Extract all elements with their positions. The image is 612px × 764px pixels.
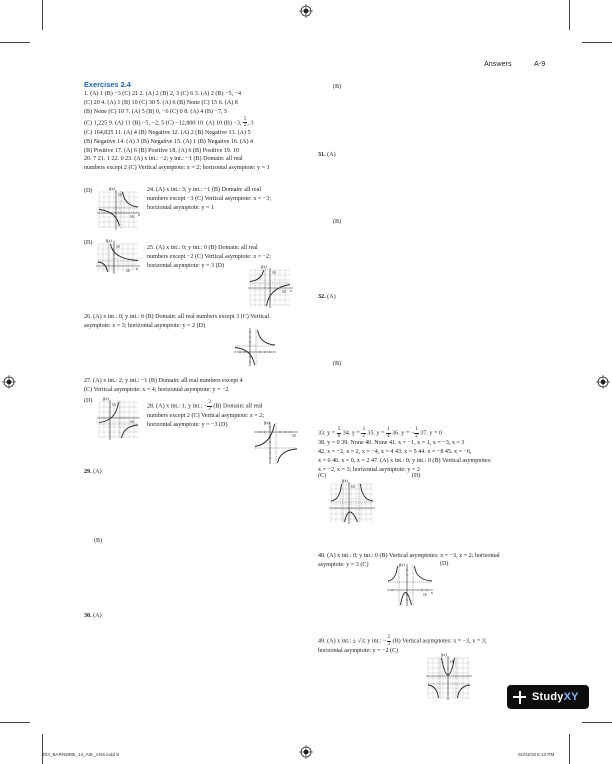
answer-line: (B) Negative 14. (A) 3 (B) Negative 15. (A) 1 (B) Negative 16. (A) 4	[84, 138, 254, 145]
label-24-d: (D)	[84, 240, 93, 246]
graph-x-label: x	[136, 266, 138, 271]
answer-line: horizontal asymptote: y = 3 (D)	[147, 262, 225, 269]
graph-fx-label: f(x)	[342, 478, 348, 483]
registration-mark-top	[299, 4, 313, 18]
answer-line: 38. y = 0 39. None 40. None 41. x = −1, x = 1, x = −3, x = 3	[318, 440, 465, 446]
answer-line: asymptote: x = 3; horizontal asymptote: y = 2 (D)	[84, 322, 206, 329]
label-47-c: (C)	[318, 473, 327, 479]
answer-line: numbers except 2 (C) Vertical asymptote: x = 2;	[147, 413, 265, 419]
answer-line: 28. (A) x int.: 1; y int.: − $\frac{3}{2}$ (B) Domain: all real	[147, 400, 263, 412]
graph-fx-label: f(x)	[441, 652, 447, 657]
graph-49-c	[424, 652, 474, 702]
plus-icon	[513, 691, 526, 704]
graph-x-label: x	[431, 590, 433, 595]
crop-mark	[42, 0, 43, 30]
label-48-d: (D)	[440, 561, 449, 567]
label-30: 30. (A)	[84, 613, 102, 619]
answer-line: 1. (A) 1 (B) −3 (C) 21 2. (A) 2 (B) 2, 3 (C) 6 3. (A) 2 (B) −5, −4	[84, 91, 242, 97]
answer-line: 42. x = −2, x = 2, x = −4, x = 4 43. x = 5 44. x = −8 45. x = −6,	[318, 448, 472, 455]
answer-line: (B) Positive 17. (A) 6 (B) Positive 18. (A) 6 (B) Positive 19. 10	[84, 147, 240, 154]
graph-tick-label: 10	[112, 403, 116, 407]
answer-line: numbers except −3 (C) Vertical asymptote: x = −3;	[147, 195, 271, 202]
graph-48-c	[385, 562, 435, 608]
graph-tick-label: 10	[450, 660, 454, 664]
graph-x-label: x	[138, 212, 140, 217]
answer-27	[84, 377, 243, 395]
registration-mark-right	[596, 375, 610, 389]
graph-tick-label: 10	[126, 269, 130, 273]
graph-fx-label: f(x)	[106, 238, 112, 243]
graph-26-d	[232, 326, 278, 368]
graph-tick-label: 10	[130, 215, 134, 219]
answer-28	[147, 400, 264, 430]
fraction: $\frac{5}{6}$	[337, 427, 341, 439]
answer-line: (C) 20 4. (A) 1 (B) 10 (C) 30 5. (A) 6 (B) None (C) 15 6. (A) 8	[84, 99, 238, 106]
answer-line: asymptote: y = 3 (C)	[318, 561, 369, 568]
answer-line: horizontal asymptote: y = −2 (C)	[318, 648, 399, 654]
fraction: $\frac{5}{2}$	[243, 116, 247, 129]
graph-fx-label: f(x)	[109, 186, 115, 191]
label-29-b: (B)	[94, 538, 103, 544]
answer-line: (C) 1,225 9. (A) 11 (B) −5, −2, 5 (C) −12,800 10. (A) 10 (B) −3, $\frac{5}{2}$ , 3	[84, 116, 254, 129]
graph-23-d	[96, 186, 142, 232]
crop-mark	[569, 0, 570, 30]
answer-line: 20. 7 21. 1 22. 0 23. (A) x int.: −2; y int.: −1 (B) Domain: all real	[84, 156, 243, 163]
answer-line: (B) None (C) 10 7. (A) 5 (B) 0, −6 (C) 0 8. (A) 4 (B) −7, 5	[84, 108, 228, 115]
graph-fx-label: f(x)	[103, 396, 109, 401]
label-47-d: (D)	[412, 473, 421, 479]
graph-fx-label: f(x)	[399, 562, 405, 567]
answer-line: x = −2, x = 3; horizontal asymptote: y = 2	[318, 466, 420, 473]
label-23-d: (D)	[84, 188, 93, 194]
answer-24	[147, 186, 271, 213]
running-header-title: Answers	[484, 59, 512, 68]
page-number: A-9	[534, 59, 546, 68]
graph-fx-label: f(x)	[261, 264, 267, 269]
graph-fx-label: f(x)	[264, 420, 270, 425]
answer-line: 49. (A) x int.: ± √3; y int.: − $\frac{2}{3}$ (B) Vertical asymptotes: x = −3, x = 3;	[318, 635, 487, 647]
footer-file-info: Z04_BARN5985_14_AIE_ANS.indd 9	[42, 752, 119, 757]
answer-line: (C) Vertical asymptote: x = 4; horizontal asymptote: y = −2	[84, 386, 229, 393]
answers-33-47	[318, 427, 492, 475]
fraction: $\frac{1}{4}$	[387, 427, 390, 439]
graph-tick-label: 10	[292, 434, 296, 438]
label-right-b-1: (B)	[333, 84, 342, 90]
graph-25-d	[245, 264, 295, 310]
registration-mark-bottom	[299, 745, 313, 759]
answer-line: 48. (A) x int.: 0; y int.: 0 (B) Vertical asymptotes: x = −3, x = 2; horizontal	[318, 553, 500, 559]
graph-47-c	[327, 478, 377, 526]
graph-tick-label: 10	[130, 420, 134, 424]
graph-27-d	[96, 396, 142, 442]
crop-mark	[582, 42, 612, 43]
graph-tick-label: 10	[351, 485, 355, 489]
fraction: $\frac{3}{2}$	[362, 427, 365, 439]
label-31-b: (B)	[333, 219, 342, 225]
crop-mark	[0, 722, 30, 723]
crop-mark	[582, 722, 612, 723]
answer-line: horizontal asymptote: y = −3 (D)	[147, 421, 228, 428]
graph-24-d	[94, 236, 142, 276]
label-29: 29. (A)	[84, 469, 102, 475]
answer-line: x = 6 46. x = 0, x = 2 47. (A) x int.: 0; y int.: 0 (B) Vertical asymptotes:	[318, 457, 492, 464]
answer-line: 26. (A) x int.: 0; y int.: 0 (B) Domain: all real numbers except 3 (C) Vertical	[84, 314, 270, 320]
answers-block-1-23	[84, 90, 270, 173]
answer-line: 25. (A) x int.: 0; y int.: 0 (B) Domain: all real	[147, 245, 258, 251]
label-32: 32. (A)	[318, 294, 336, 300]
answer-line: 24. (A) x int.: 3; y int.: −1 (B) Domain: all real	[147, 187, 262, 193]
crop-mark	[0, 42, 30, 43]
graph-tick-label: 10	[423, 593, 427, 597]
answer-line: horizontal asymptote: y = 1	[147, 204, 215, 211]
registration-mark-left	[2, 375, 16, 389]
fraction: $\frac{1}{2}$	[415, 427, 418, 439]
answer-line: 27. (A) x int.: 2; y int.: −1 (B) Domain: all real numbers except 4	[84, 378, 243, 384]
graph-tick-label: 10	[282, 290, 286, 294]
graph-tick-label: 10	[116, 245, 120, 249]
graph-tick-label: 10	[118, 193, 122, 197]
footer-timestamp: 01/03/18 5:13 PM	[518, 752, 555, 757]
label-32-b: (B)	[333, 361, 342, 367]
section-title: Exercises 2.4	[84, 80, 131, 89]
fraction: $\frac{3}{2}$	[208, 400, 211, 412]
answer-line: numbers except −2 (C) Vertical asymptote: x = −2;	[147, 253, 271, 260]
crop-mark	[569, 734, 570, 764]
studyxy-logo-text: StudyXY	[532, 691, 579, 703]
answer-line: numbers except 2 (C) Vertical asymptote: x = 2; horizontal asymptote: y = 1	[84, 165, 270, 172]
fraction: $\frac{2}{3}$	[387, 635, 391, 647]
graph-tick-label: 10	[272, 271, 276, 275]
studyxy-badge[interactable]	[507, 685, 589, 709]
answer-line: (C) 164,025 11. (A) 4 (B) Negative 12. (A) 2 (B) Negative 13. (A) 5	[84, 129, 251, 136]
answer-line: 33. y = $\frac{5}{6}$ 34. y = $\frac{3}{2}$ 35. y = $\frac{1}{4}$ 36. y = − $\frac{1}{2}$ 37. y = 0	[318, 427, 442, 439]
crop-mark	[42, 734, 43, 764]
label-31: 31. (A)	[318, 152, 336, 158]
graph-28-d	[252, 420, 300, 466]
graph-x-label: x	[290, 288, 292, 293]
label-27-d: (D)	[84, 398, 93, 404]
